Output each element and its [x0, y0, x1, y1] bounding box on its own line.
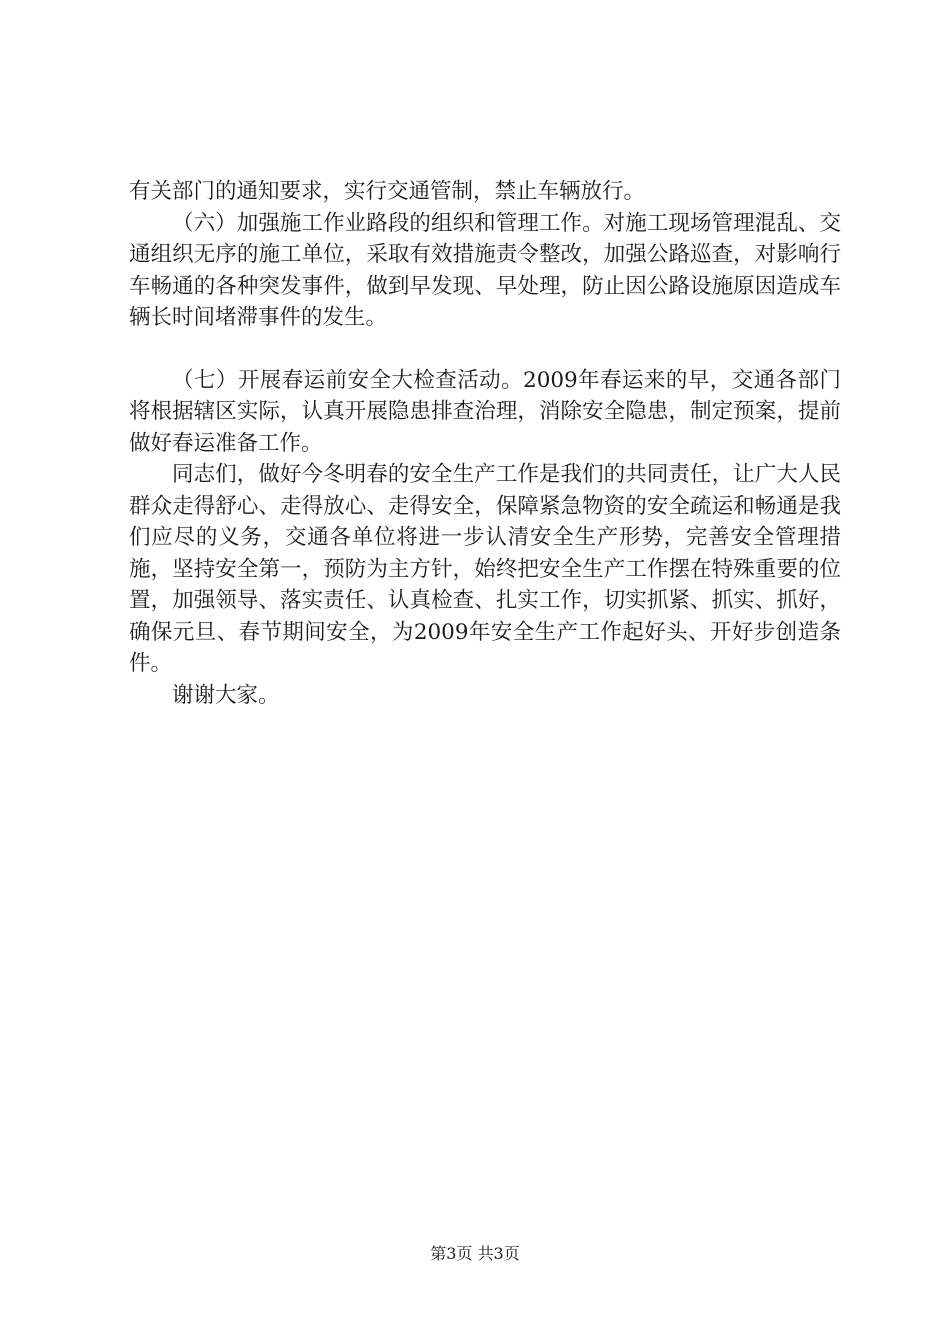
- paragraph-closing-remarks: 同志们，做好今冬明春的安全生产工作是我们的共同责任，让广大人民群众走得舒心、走得放心、走得安全，保障紧急物资的安全疏运和畅通是我们应尽的义务，交通各单位将进一步认清安全生产形势，完善安全管理措施，坚持安全第一，预防为主方针，始终把安全生产工作摆在特殊重要的位置，加强领导、落实责任、认真检查、扎实工作，切实抓紧、抓实、抓好，确保元旦、春节期间安全，为2009年安全生产工作起好头、开好步创造条件。: [129, 462, 841, 676]
- paragraph-thanks: 谢谢大家。: [172, 682, 280, 708]
- page-footer: [0, 1244, 950, 1264]
- document-body: [129, 176, 841, 711]
- paragraph-section-7: （七）开展春运前安全大检查活动。2009年春运来的早，交通各部门将根据辖区实际，认真开展隐患排查治理，消除安全隐患，制定预案，提前做好春运准备工作。: [129, 367, 841, 456]
- page-number-label: 第3页 共3页: [430, 1244, 520, 1263]
- paragraph-continuation: 有关部门的通知要求，实行交通管制，禁止车辆放行。: [129, 179, 646, 204]
- paragraph-section-6: （六）加强施工作业路段的组织和管理工作。对施工现场管理混乱、交通组织无序的施工单位，采取有效措施责令整改，加强公路巡查，对影响行车畅通的各种突发事件，做到早发现、早处理，防止因公路设施原因造成车辆长时间堵滞事件的发生。: [129, 210, 841, 330]
